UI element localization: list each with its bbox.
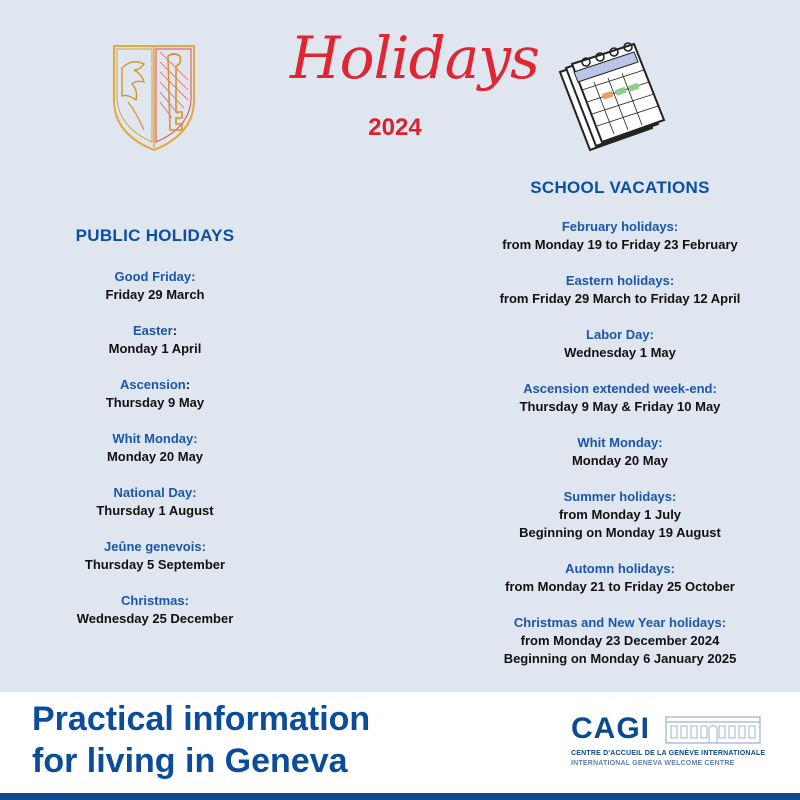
holiday-label: National Day	[113, 485, 193, 500]
list-item	[470, 560, 770, 614]
list-item	[35, 322, 275, 376]
vacation-dates: from Monday 19 to Friday 23 February	[502, 237, 738, 252]
footer-bar	[0, 793, 800, 800]
vacation-label: Whit Monday:	[577, 435, 663, 450]
vacation-return-date: Beginning on Monday 6 January 2025	[503, 651, 737, 666]
holiday-label: Jeûne genevois	[104, 539, 202, 554]
list-item	[470, 326, 770, 380]
holiday-colon: :	[193, 431, 198, 446]
public-holidays-section	[35, 226, 275, 646]
holiday-colon: :	[185, 377, 191, 392]
vacation-return-date: Beginning on Monday 19 August	[519, 525, 721, 540]
calendar-icon	[552, 42, 672, 152]
vacation-dates: from Monday 21 to Friday 25 October	[505, 579, 735, 594]
holiday-label: Easter	[132, 323, 173, 338]
year-label: 2024	[368, 114, 422, 141]
school-vacations-section	[470, 178, 770, 686]
vacation-dates: Monday 20 May	[571, 453, 669, 468]
holiday-date: Monday 1 April	[108, 341, 202, 356]
holiday-label: Ascension	[119, 377, 186, 392]
list-item	[470, 614, 770, 686]
vacation-dates: from Monday 23 December 2024	[520, 633, 720, 648]
vacation-dates: Wednesday 1 May	[564, 345, 676, 360]
list-item	[35, 268, 275, 322]
holiday-label: Christmas	[121, 593, 185, 608]
vacation-dates: Thursday 9 May & Friday 10 May	[519, 399, 721, 414]
list-item	[470, 488, 770, 560]
list-item	[35, 538, 275, 592]
holiday-date: Thursday 9 May	[105, 395, 205, 410]
holiday-label: Whit Monday	[112, 431, 194, 446]
list-item	[470, 272, 770, 326]
holiday-date: Monday 20 May	[106, 449, 204, 464]
holiday-colon: :	[192, 485, 197, 500]
cagi-logo-word: CAGI	[571, 712, 650, 745]
vacation-label: Labor Day:	[586, 327, 654, 342]
tagline-line2: for living in Geneva	[32, 742, 348, 780]
public-holidays-heading: PUBLIC HOLIDAYS	[75, 226, 235, 245]
footer	[0, 692, 800, 800]
list-item	[470, 218, 770, 272]
vacation-label: Automn holidays:	[565, 561, 675, 576]
holiday-date: Thursday 5 September	[84, 557, 226, 572]
list-item	[35, 592, 275, 646]
holiday-date: Friday 29 March	[105, 287, 205, 302]
holiday-colon: :	[191, 269, 196, 284]
holiday-colon: :	[201, 539, 206, 554]
vacation-label: February holidays:	[561, 219, 679, 234]
building-icon	[665, 714, 761, 744]
cagi-logo-subtitle-en: INTERNATIONAL GENEVA WELCOME CENTRE	[571, 760, 735, 767]
school-vacations-heading: SCHOOL VACATIONS	[530, 178, 710, 197]
holiday-date: Wednesday 25 December	[76, 611, 234, 626]
geneva-crest-icon	[108, 42, 200, 154]
holidays-title: Holidays	[290, 24, 539, 92]
holiday-colon: :	[172, 323, 178, 338]
holiday-colon: :	[184, 593, 189, 608]
vacation-dates: from Monday 1 July	[558, 507, 682, 522]
list-item	[35, 430, 275, 484]
list-item	[470, 380, 770, 434]
holiday-date: Thursday 1 August	[96, 503, 214, 518]
vacation-label: Eastern holidays:	[565, 273, 675, 288]
holiday-label: Good Friday	[114, 269, 192, 284]
list-item	[35, 376, 275, 430]
tagline-line1: Practical information	[32, 700, 371, 738]
vacation-dates: from Friday 29 March to Friday 12 April	[499, 291, 741, 306]
list-item	[470, 434, 770, 488]
list-item	[35, 484, 275, 538]
vacation-label: Christmas and New Year holidays:	[513, 615, 727, 630]
vacation-label: Summer holidays:	[563, 489, 677, 504]
vacation-label: Ascension extended week-end:	[523, 381, 717, 396]
cagi-logo-subtitle-fr: CENTRE D'ACCUEIL DE LA GENÈVE INTERNATIONALE	[571, 750, 766, 757]
